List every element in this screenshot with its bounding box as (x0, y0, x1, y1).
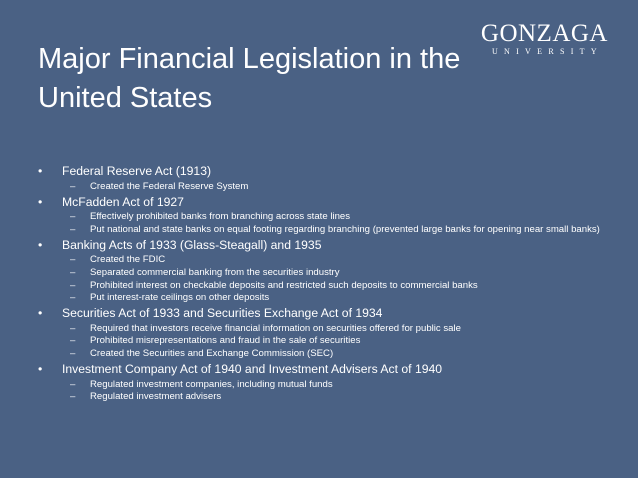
gonzaga-logo (481, 22, 608, 57)
sub-bullet-item (38, 292, 613, 303)
sub-bullet-marker: – (70, 266, 76, 278)
sub-bullet-text: Prohibited misrepresentations and fraud in the sale of securities (90, 335, 361, 347)
sub-bullet-text: Regulated investment advisers (90, 391, 222, 403)
sub-bullet-item (38, 211, 613, 222)
bullet-marker: • (38, 164, 43, 178)
sub-bullet-item (38, 254, 613, 265)
bullet-item (38, 163, 613, 179)
logo-subtitle: UNIVERSITY (491, 47, 603, 56)
bullet-marker: • (38, 361, 43, 376)
bullet-item (38, 237, 613, 253)
sub-bullet-text: Required that investors receive financial information on securities offered for public sale (90, 322, 461, 334)
bullet-text: Federal Reserve Act (1913) (62, 164, 212, 178)
sub-bullet-text: Prohibited interest on checkable deposits and restricted such deposits to commercial banks (90, 279, 478, 291)
sub-bullet-text: Effectively prohibited banks from branching across state lines (90, 211, 351, 223)
bullet-text: Banking Acts of 1933 (Glass-Steagall) and 1935 (62, 237, 322, 252)
sub-bullet-item (38, 348, 613, 359)
slide-title: Major Financial Legislation in the United States (38, 43, 461, 114)
sub-bullet-text: Put national and state banks on equal footing regarding branching (prevented large banks for opening near small banks) (90, 223, 600, 235)
bullet-marker: • (38, 194, 43, 209)
sub-bullet-marker: – (70, 211, 76, 223)
bullet-text: Investment Company Act of 1940 and Investment Advisers Act of 1940 (62, 361, 443, 376)
sub-bullet-marker: – (70, 279, 76, 291)
sub-bullet-marker: – (70, 335, 76, 347)
sub-bullet-item (38, 379, 613, 390)
sub-bullet-item (38, 323, 613, 334)
sub-bullet-text: Created the FDIC (90, 254, 166, 266)
sub-bullet-item (38, 391, 613, 402)
sub-bullet-marker: – (70, 180, 76, 192)
bullet-text: McFadden Act of 1927 (62, 194, 184, 209)
sub-bullet-text: Created the Federal Reserve System (90, 180, 249, 192)
sub-bullet-item (38, 181, 613, 192)
sub-bullet-marker: – (70, 347, 76, 359)
sub-bullet-item (38, 335, 613, 346)
sub-bullet-text: Separated commercial banking from the securities industry (90, 266, 340, 278)
sub-bullet-item (38, 267, 613, 278)
bullet-item (38, 305, 613, 321)
bullet-item (38, 194, 613, 210)
sub-bullet-item (38, 280, 613, 291)
logo-wordmark: GONZAGA (480, 20, 608, 47)
sub-bullet-marker: – (70, 391, 76, 403)
bullet-marker: • (38, 237, 43, 252)
sub-bullet-marker: – (70, 254, 76, 266)
bullet-list (38, 161, 613, 402)
sub-bullet-marker: – (70, 292, 76, 304)
bullet-text: Securities Act of 1933 and Securities Exchange Act of 1934 (62, 306, 383, 321)
sub-bullet-marker: – (70, 223, 76, 235)
sub-bullet-text: Regulated investment companies, including mutual funds (90, 378, 333, 390)
sub-bullet-item (38, 224, 613, 235)
sub-bullet-marker: – (70, 378, 76, 390)
sub-bullet-text: Created the Securities and Exchange Commission (SEC) (90, 347, 334, 359)
bullet-marker: • (38, 306, 43, 321)
sub-bullet-marker: – (70, 322, 76, 334)
bullet-item (38, 361, 613, 377)
sub-bullet-text: Put interest-rate ceilings on other deposits (90, 292, 270, 304)
